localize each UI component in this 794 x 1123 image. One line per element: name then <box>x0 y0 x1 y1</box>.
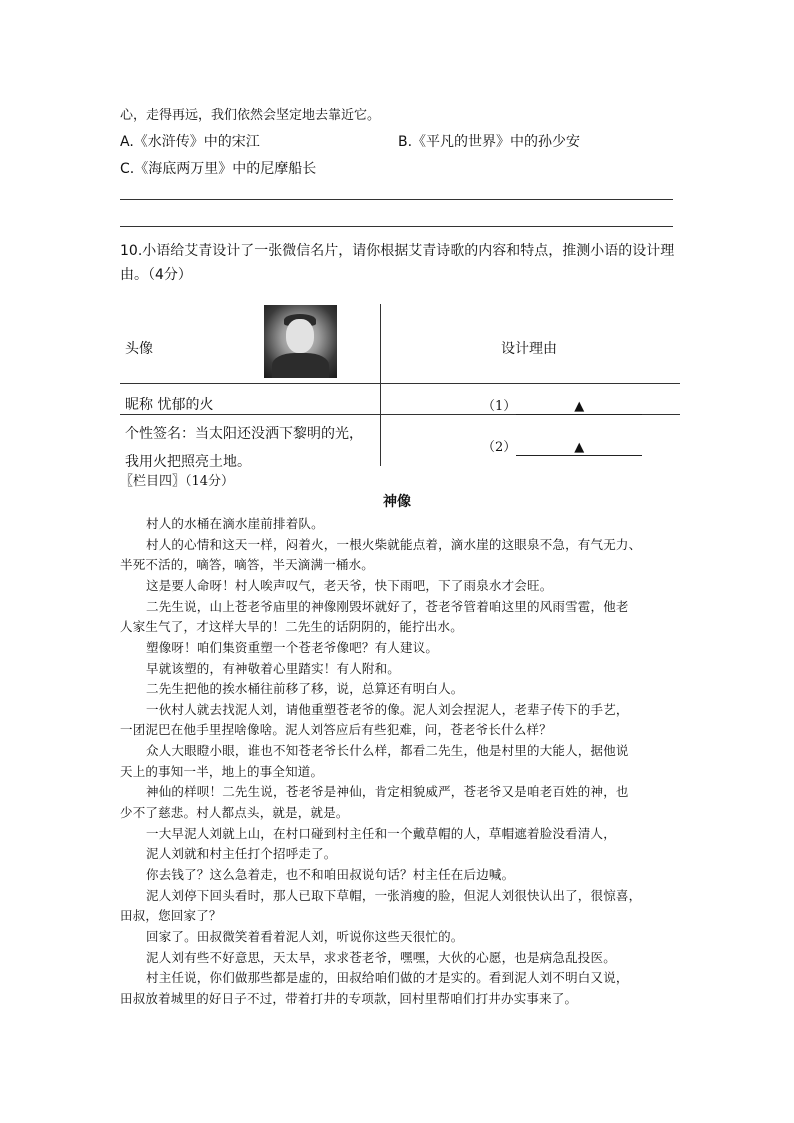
blank-1-number: （1） <box>482 399 517 414</box>
story-line: 二先生说，山上苍老爷庙里的神像刚毁坏就好了，苍老爷管着咱这里的风雨雪雹，他老 <box>146 599 629 614</box>
blank-2-line[interactable] <box>516 441 642 456</box>
story-line: 二先生把他的挨水桶往前移了移，说，总算还有明白人。 <box>146 681 464 696</box>
option-a: A.《水浒传》中的宋江 <box>120 134 260 150</box>
story-line: 泥人刘就和村主任打个招呼走了。 <box>146 846 337 861</box>
story-line: 半死不活的，嘀答，嘀答，半天滴满一桶水。 <box>120 557 375 572</box>
avatar-label: 头像 <box>125 341 153 357</box>
reason-blank-1[interactable] <box>482 395 642 415</box>
nickname-cell: 昵称 忧郁的火 <box>125 397 214 413</box>
story-line: 村主任说，你们做那些都是虚的，田叔给咱们做的才是实的。看到泥人刘不明白又说， <box>146 970 629 985</box>
question-10-line2: 由。（4分） <box>120 267 192 283</box>
reason-blank-2[interactable] <box>482 436 642 456</box>
signature-line-1: 个性签名：当太阳还没洒下黎明的光， <box>125 426 363 442</box>
triangle-icon: ▲ <box>574 399 585 414</box>
story-line: 一伙村人就去找泥人刘，请他重塑苍老爷的像。泥人刘会捏泥人，老辈子传下的手艺， <box>146 702 629 717</box>
passage-fragment: 心，走得再远，我们依然会坚定地去靠近它。 <box>120 108 381 123</box>
answer-line-1[interactable] <box>120 199 673 200</box>
reason-header: 设计理由 <box>501 341 557 357</box>
story-line: 塑像呀！咱们集资重塑一个苍老爷像吧？有人建议。 <box>146 640 439 655</box>
story-line: 村人的水桶在滴水崖前排着队。 <box>146 516 324 531</box>
table-divider-row1 <box>120 383 680 384</box>
story-line: 田叔，您回家了？ <box>120 908 222 923</box>
story-title: 神像 <box>383 494 411 510</box>
section-4-header: 〖栏目四〗（14分） <box>120 474 235 489</box>
blank-2-number: （2） <box>482 440 517 455</box>
story-line: 少不了慈悲。村人都点头，就是，就是。 <box>120 805 349 820</box>
story-line: 村人的心情和这天一样，闷着火，一根火柴就能点着，滴水崖的这眼泉不急，有气无力、 <box>146 537 642 552</box>
story-line: 一团泥巴在他手里捏啥像啥。泥人刘答应后有些犯难，问，苍老爷长什么样？ <box>120 722 552 737</box>
story-line: 神仙的样呗！二先生说，苍老爷是神仙，肯定相貌威严，苍老爷又是咱老百姓的神，也 <box>146 784 629 799</box>
story-line: 天上的事知一半，地上的事全知道。 <box>120 764 324 779</box>
story-line: 这是要人命呀！村人唉声叹气，老天爷，快下雨吧，下了雨泉水才会旺。 <box>146 578 553 593</box>
signature-line-2: 我用火把照亮土地。 <box>125 454 251 470</box>
story-line: 人家生气了，才这样大旱的！二先生的话阴阴的，能拧出水。 <box>120 619 463 634</box>
avatar-photo <box>264 305 337 378</box>
answer-line-2[interactable] <box>120 226 673 227</box>
story-line: 早就该塑的，有神敬着心里踏实！有人附和。 <box>146 661 401 676</box>
option-c: C.《海底两万里》中的尼摩船长 <box>120 161 317 177</box>
story-line: 回家了。田叔微笑着看着泥人刘，听说你这些天很忙的。 <box>146 929 464 944</box>
triangle-icon: ▲ <box>574 440 585 455</box>
blank-1-line[interactable] <box>516 400 642 415</box>
story-line: 泥人刘停下回头看时，那人已取下草帽，一张消瘦的脸，但泥人刘很快认出了，很惊喜， <box>146 888 642 903</box>
story-line: 你去钱了？这么急着走，也不和咱田叔说句话？村主任在后边喊。 <box>146 867 515 882</box>
story-line: 一大早泥人刘就上山，在村口碰到村主任和一个戴草帽的人，草帽遮着脸没看清人， <box>146 826 616 841</box>
story-line: 泥人刘有些不好意思，天太旱，求求苍老爷，嘿嘿，大伙的心愿，也是病急乱投医。 <box>146 950 616 965</box>
story-line: 田叔放着城里的好日子不过，带着打井的专项款，回村里帮咱们打井办实事来了。 <box>120 991 578 1006</box>
table-divider-vertical <box>380 304 381 466</box>
question-10-line1: 10.小语给艾青设计了一张微信名片，请你根据艾青诗歌的内容和特点，推测小语的设计理 <box>120 243 675 259</box>
option-b: B.《平凡的世界》中的孙少安 <box>398 134 581 150</box>
story-line: 众人大眼瞪小眼，谁也不知苍老爷长什么样，都看二先生，他是村里的大能人，据他说 <box>146 743 629 758</box>
